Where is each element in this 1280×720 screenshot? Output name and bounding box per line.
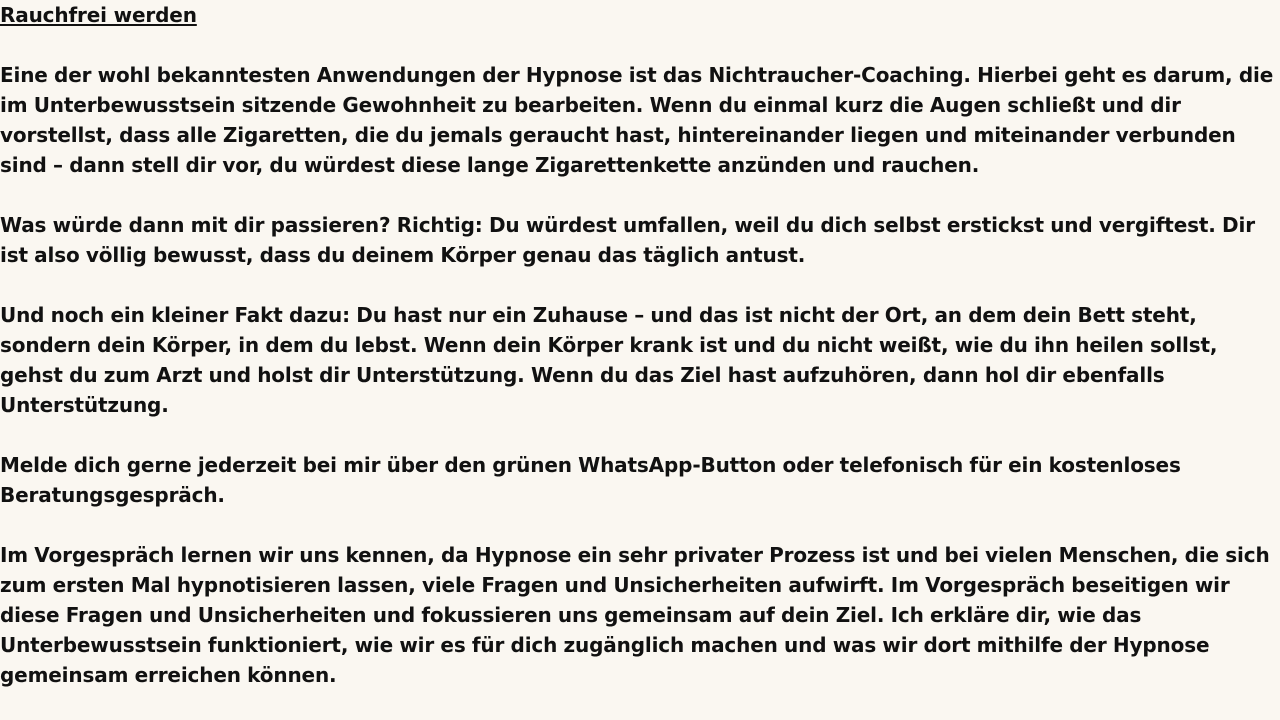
paragraph-intro: Eine der wohl bekanntesten Anwendungen der Hypnose ist das Nichtraucher-Coaching. Hierbei geht es darum, die im Unterbewusstsein sitzende Gewohnheit zu bearbeiten. Wenn du einmal kurz die Augen schließt und dir vorstellst, dass alle Zigaretten, die du jemals geraucht hast, hintereinander liegen und miteinander verbunden sind – dann stell dir vor, du würdest diese lange Zigarettenkette anzünden und rauchen.	[0, 63, 1274, 177]
article-title: Rauchfrei werden	[0, 3, 197, 27]
paragraph-body-home: Und noch ein kleiner Fakt dazu: Du hast nur ein Zuhause – und das ist nicht der Ort, an dem dein Bett steht, sondern dein Körper, in dem du lebst. Wenn dein Körper krank ist und du nicht weißt, wie du ihn heilen sollst, gehst du zum Arzt und holst dir Unterstützung. Wenn du das Ziel hast aufzuhören, dann hol dir ebenfalls Unterstützung.	[0, 303, 1218, 417]
paragraph-consequence: Was würde dann mit dir passieren? Richtig: Du würdest umfallen, weil du dich selbst erstickst und vergiftest. Dir ist also völlig bewusst, dass du deinem Körper genau das täglich antust.	[0, 213, 1255, 267]
paragraph-consultation: Im Vorgespräch lernen wir uns kennen, da Hypnose ein sehr privater Prozess ist und bei vielen Menschen, die sich zum ersten Mal hypnotisieren lassen, viele Fragen und Unsicherheiten aufwirft. Im Vorgespräch beseitigen wir diese Fragen und Unsicherheiten und fokussieren uns gemeinsam auf dein Ziel. Ich erkläre dir, wie das Unterbewusstsein funktioniert, wie wir es für dich zugänglich machen und was wir dort mithilfe der Hypnose gemeinsam erreichen können.	[0, 543, 1270, 687]
paragraph-contact: Melde dich gerne jederzeit bei mir über den grünen WhatsApp-Button oder telefonisch für ein kostenloses Beratungsgespräch.	[0, 453, 1181, 507]
